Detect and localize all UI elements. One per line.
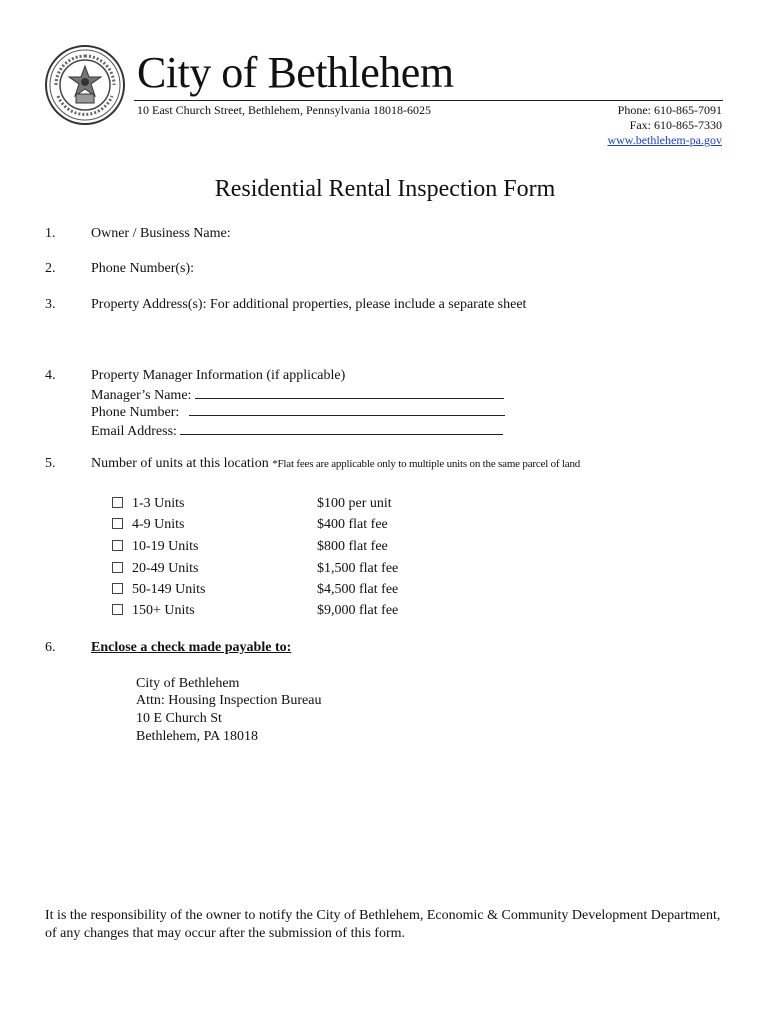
checkbox-icon[interactable] [112, 518, 123, 529]
unit-label: 20-49 Units [132, 561, 199, 576]
unit-label: 10-19 Units [132, 539, 199, 554]
unit-label: 50-149 Units [132, 582, 206, 597]
unit-fee: $1,500 flat fee [317, 561, 399, 576]
unit-option[interactable] [112, 517, 185, 533]
unit-label: 1-3 Units [132, 496, 185, 511]
manager-phone-label: Phone Number: [91, 405, 180, 420]
unit-fee: $800 flat fee [317, 539, 388, 554]
unit-option[interactable] [112, 496, 185, 512]
manager-email-label: Email Address: [91, 424, 177, 439]
item-number: 3. [45, 297, 56, 312]
payee-line: Bethlehem, PA 18018 [136, 729, 258, 744]
unit-fee: $4,500 flat fee [317, 582, 399, 597]
unit-option[interactable] [112, 603, 195, 619]
city-website-link[interactable]: www.bethlehem-pa.gov [607, 133, 722, 147]
city-title: City of Bethlehem [137, 48, 454, 97]
manager-phone-field[interactable] [91, 403, 505, 421]
item-number: 2. [45, 261, 56, 276]
payee-line: City of Bethlehem [136, 676, 240, 691]
city-seal-icon [44, 44, 126, 126]
checkbox-icon[interactable] [112, 583, 123, 594]
form-title: Residential Rental Inspection Form [214, 176, 556, 202]
payee-line: 10 E Church St [136, 711, 222, 726]
city-phone: Phone: 610-865-7091 [617, 103, 722, 117]
payee-line: Attn: Housing Inspection Bureau [136, 693, 322, 708]
unit-label: 4-9 Units [132, 517, 185, 532]
manager-name-line[interactable] [195, 386, 504, 399]
units-count-label [91, 456, 580, 472]
manager-email-line[interactable] [180, 422, 503, 435]
manager-email-field[interactable] [91, 422, 503, 440]
header-divider [134, 100, 723, 101]
manager-info-label: Property Manager Information (if applicable) [91, 368, 346, 383]
item-number: 5. [45, 456, 56, 471]
unit-option[interactable] [112, 561, 199, 577]
checkbox-icon[interactable] [112, 562, 123, 573]
manager-name-field[interactable] [91, 386, 504, 404]
phone-numbers-label: Phone Number(s): [91, 261, 195, 276]
unit-option[interactable] [112, 539, 199, 555]
property-address-label: Property Address(s): For additional properties, please include a separate sheet [91, 297, 527, 312]
checkbox-icon[interactable] [112, 497, 123, 508]
unit-label: 150+ Units [132, 603, 195, 618]
unit-fee: $100 per unit [317, 496, 392, 511]
manager-name-label: Manager’s Name: [91, 388, 192, 403]
unit-fee: $400 flat fee [317, 517, 388, 532]
owner-name-label: Owner / Business Name: [91, 226, 231, 241]
item-number: 4. [45, 368, 56, 383]
unit-option[interactable] [112, 582, 206, 598]
check-payable-label: Enclose a check made payable to: [91, 640, 292, 655]
checkbox-icon[interactable] [112, 540, 123, 551]
city-fax: Fax: 610-865-7330 [629, 118, 722, 132]
item-number: 1. [45, 226, 56, 241]
footer-notice: It is the responsibility of the owner to notify the City of Bethlehem, Economic & Community Development Department, of any changes that may occur after the submission of this form. [45, 908, 721, 941]
city-address: 10 East Church Street, Bethlehem, Pennsylvania 18018-6025 [137, 103, 431, 117]
flat-fee-note: *Flat fees are applicable only to multiple units on the same parcel of land [272, 458, 581, 470]
manager-phone-line[interactable] [189, 403, 505, 416]
unit-fee: $9,000 flat fee [317, 603, 399, 618]
item-number: 6. [45, 640, 56, 655]
units-count-text: Number of units at this location [91, 456, 269, 471]
checkbox-icon[interactable] [112, 604, 123, 615]
